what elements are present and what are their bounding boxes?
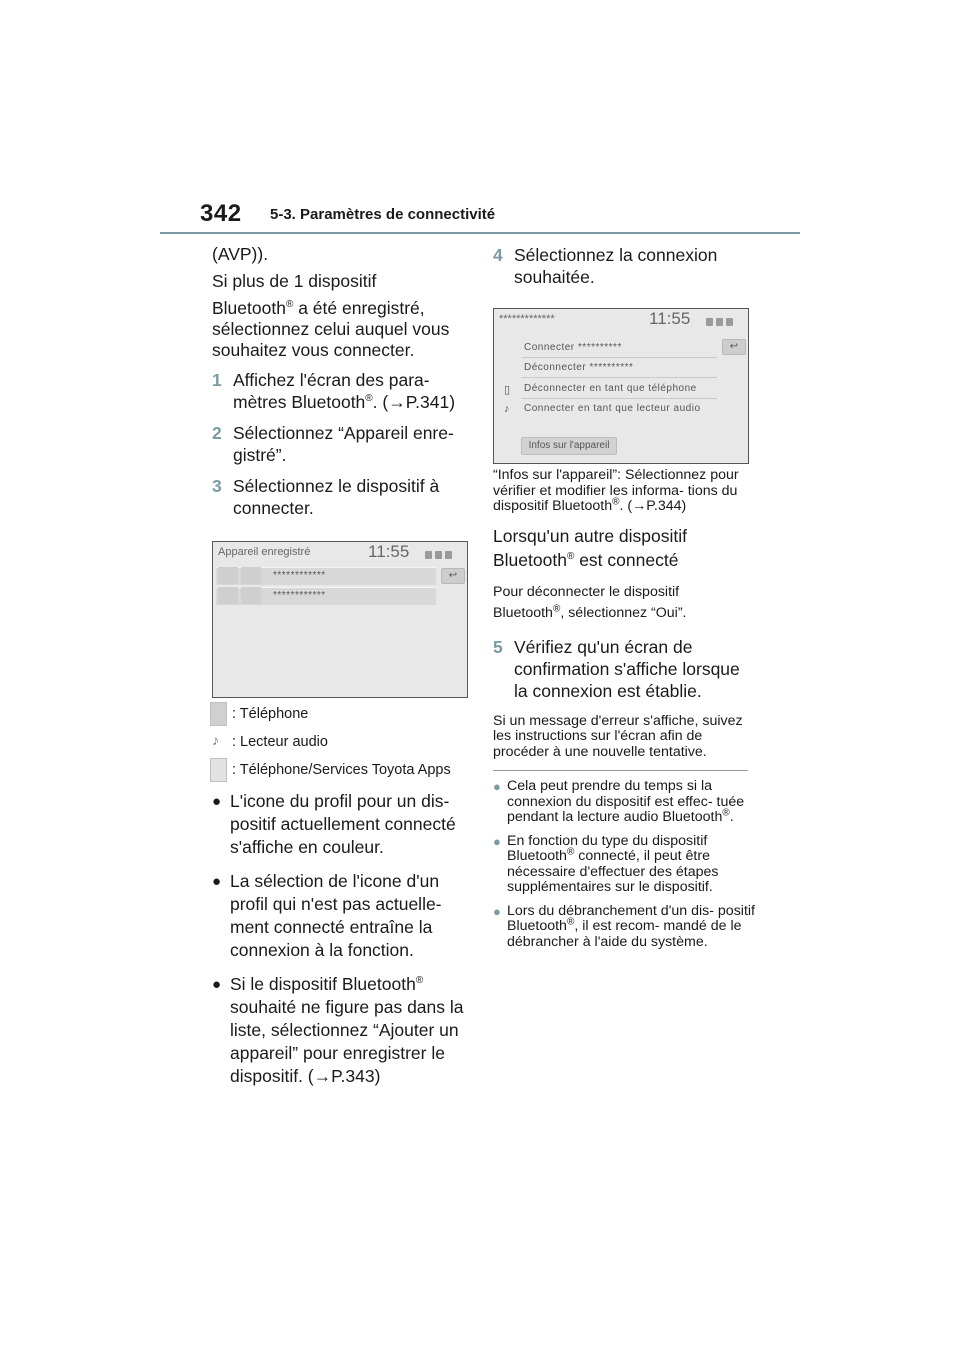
registered-mark: ® [722, 807, 730, 819]
note-text: En fonction du type du dispositif Bluetooth [507, 832, 708, 864]
music-note-icon: ♪ [504, 403, 510, 415]
registered-mark: ® [365, 393, 373, 405]
intro-line-2: Si plus de 1 dispositif [212, 271, 377, 291]
legend-text: : Téléphone [232, 706, 309, 722]
step-text: Affichez l'écran des para- mètres Bluetooth [233, 370, 430, 412]
music-note-icon[interactable] [241, 587, 261, 604]
section-title: 5-3. Paramètres de connectivité [270, 206, 496, 223]
bullet-icon: ● [493, 779, 501, 794]
bluetooth-icon [726, 318, 733, 326]
icon-legend [210, 706, 472, 778]
note-text: connecté, il peut être nécessaire d'effectuer des étapes supplémentaires sur le dispositif. [507, 848, 719, 895]
left-column [212, 244, 474, 1099]
music-note-icon[interactable] [241, 567, 261, 584]
step-5 [493, 636, 755, 702]
note-text: . [729, 809, 734, 825]
step-number: 3 [212, 476, 222, 496]
step-number: 2 [212, 423, 222, 443]
device-name: ************ [273, 570, 326, 581]
registered-mark: ® [612, 496, 620, 508]
bullet-icon: ● [212, 793, 222, 810]
sub-text-1: Pour déconnecter le dispositif [493, 583, 680, 600]
step-text: Sélectionnez la connexion souhaitée. [514, 245, 718, 287]
registered-mark: ® [566, 916, 575, 928]
lock-icon [716, 318, 723, 326]
subheading-rest: est connecté [574, 549, 679, 570]
bullet-item [212, 790, 474, 859]
device-info-button[interactable]: Infos sur l'appareil [521, 437, 617, 455]
step-ref: . (→P.341) [372, 392, 456, 412]
bluetooth-icon [445, 551, 452, 559]
legend-item [210, 762, 472, 778]
disconnect-option[interactable]: Déconnecter ********** [524, 362, 634, 373]
legend-item [210, 706, 472, 722]
sub-text-rest: , sélectionnez “Oui”. [560, 605, 687, 621]
note-item [493, 834, 755, 896]
connect-audio-option[interactable]: Connecter en tant que lecteur audio [524, 403, 701, 414]
note-item [493, 904, 755, 951]
divider [522, 398, 717, 399]
notes-divider [493, 770, 748, 771]
bullet-item [212, 870, 474, 962]
legend-item [210, 734, 472, 750]
step-4 [493, 244, 755, 288]
registered-mark: ® [552, 603, 561, 615]
sub-text-bluetooth: Bluetooth [493, 605, 553, 621]
bullet-item [212, 973, 474, 1088]
divider [522, 377, 717, 378]
screen-title: ************* [499, 313, 555, 325]
registered-mark: ® [285, 299, 294, 311]
subheading-line-2 [493, 549, 755, 571]
screen-clock: 11:55 [368, 542, 410, 561]
screen-clock: 11:55 [649, 309, 691, 328]
step-text: Vérifiez qu'un écran de confirmation s'affiche lorsque la connexion est établie. [514, 636, 740, 701]
status-icons [425, 546, 459, 554]
disconnect-phone-option[interactable]: Déconnecter en tant que téléphone [524, 383, 697, 394]
note-text: Cela peut prendre du temps si la connexion du dispositif est effec- tuée pendant la lecture audio Bluetooth [507, 778, 745, 825]
phone-audio-icon [210, 758, 227, 782]
caption-text: “Infos sur l'appareil”: Sélectionnez pour vérifier et modifier les informa- tions du dispositif Bluetooth [493, 467, 739, 514]
note-item [493, 779, 755, 826]
step-3 [212, 475, 474, 519]
signal-icon [425, 551, 432, 559]
error-note: Si un message d'erreur s'affiche, suivez les instructions sur l'écran afin de procéder à une nouvelle tentative. [493, 712, 743, 760]
step-number: 4 [493, 245, 503, 265]
intro-paragraph [212, 298, 474, 361]
note-text: Lors du débranchement d'un dis- positif Bluetooth [507, 902, 755, 934]
bullet-text: souhaité ne figure pas dans la liste, sélectionnez “Ajouter un appareil” pour enregistrer le dispositif. (→P.343) [230, 997, 464, 1086]
phone-audio-icon[interactable] [218, 587, 238, 604]
bullet-icon: ● [212, 873, 222, 890]
step-number: 1 [212, 370, 222, 390]
screen-caption [493, 468, 755, 515]
intro-rest: a été enregistré, sélectionnez celui auquel vous souhaitez vous connecter. [212, 298, 450, 360]
device-name: ************ [273, 590, 326, 601]
phone-icon[interactable] [218, 567, 238, 584]
registered-mark: ® [566, 846, 575, 858]
bullet-icon: ● [493, 833, 501, 849]
connection-screen [493, 308, 749, 464]
subheading-bluetooth: Bluetooth [493, 549, 567, 570]
lock-icon [435, 551, 442, 559]
step-text: Sélectionnez le dispositif à connecter. [233, 476, 440, 518]
bullet-text: La sélection de l'icone d'un profil qui n'est pas actuelle- ment connecté entraîne la connexion à la fonction. [230, 871, 442, 960]
phone-icon: ▯ [504, 384, 511, 396]
caption-ref: . (→P.344) [619, 498, 687, 514]
intro-bluetooth: Bluetooth [212, 298, 286, 318]
screen-title: Appareil enregistré [218, 546, 311, 558]
divider [522, 357, 717, 358]
intro-line-1: (AVP)). [212, 244, 269, 264]
phone-icon [210, 702, 227, 726]
step-1 [212, 369, 474, 413]
note-text: , il est recom- mandé de le débrancher à l'aide du système. [507, 918, 742, 950]
step-text: Sélectionnez “Appareil enre- gistré”. [233, 423, 454, 465]
bullet-icon: ● [493, 903, 501, 919]
registered-device-screen [212, 541, 468, 698]
registered-mark: ® [566, 550, 575, 562]
step-2 [212, 422, 474, 466]
right-column [493, 244, 755, 958]
page-number: 342 [200, 200, 242, 227]
legend-text: : Lecteur audio [232, 734, 328, 750]
header-divider [160, 232, 800, 234]
legend-text: : Téléphone/Services Toyota Apps [232, 762, 451, 778]
music-note-icon: ♪ [212, 732, 219, 748]
bullet-text: Si le dispositif Bluetooth [230, 974, 416, 994]
back-button[interactable]: ↩ [722, 339, 746, 355]
connect-option[interactable]: Connecter ********** [524, 342, 622, 353]
bullet-text: L'icone du profil pour un dis- positif actuellement connecté s'affiche en couleur. [230, 791, 456, 857]
back-button[interactable]: ↩ [441, 568, 465, 584]
sub-text-2 [493, 603, 755, 622]
registered-mark: ® [415, 975, 424, 987]
step-number: 5 [493, 636, 503, 657]
status-icons [706, 313, 740, 321]
signal-icon [706, 318, 713, 326]
bullet-icon: ● [212, 976, 222, 993]
subheading-line-1: Lorsqu'un autre dispositif [493, 525, 688, 546]
